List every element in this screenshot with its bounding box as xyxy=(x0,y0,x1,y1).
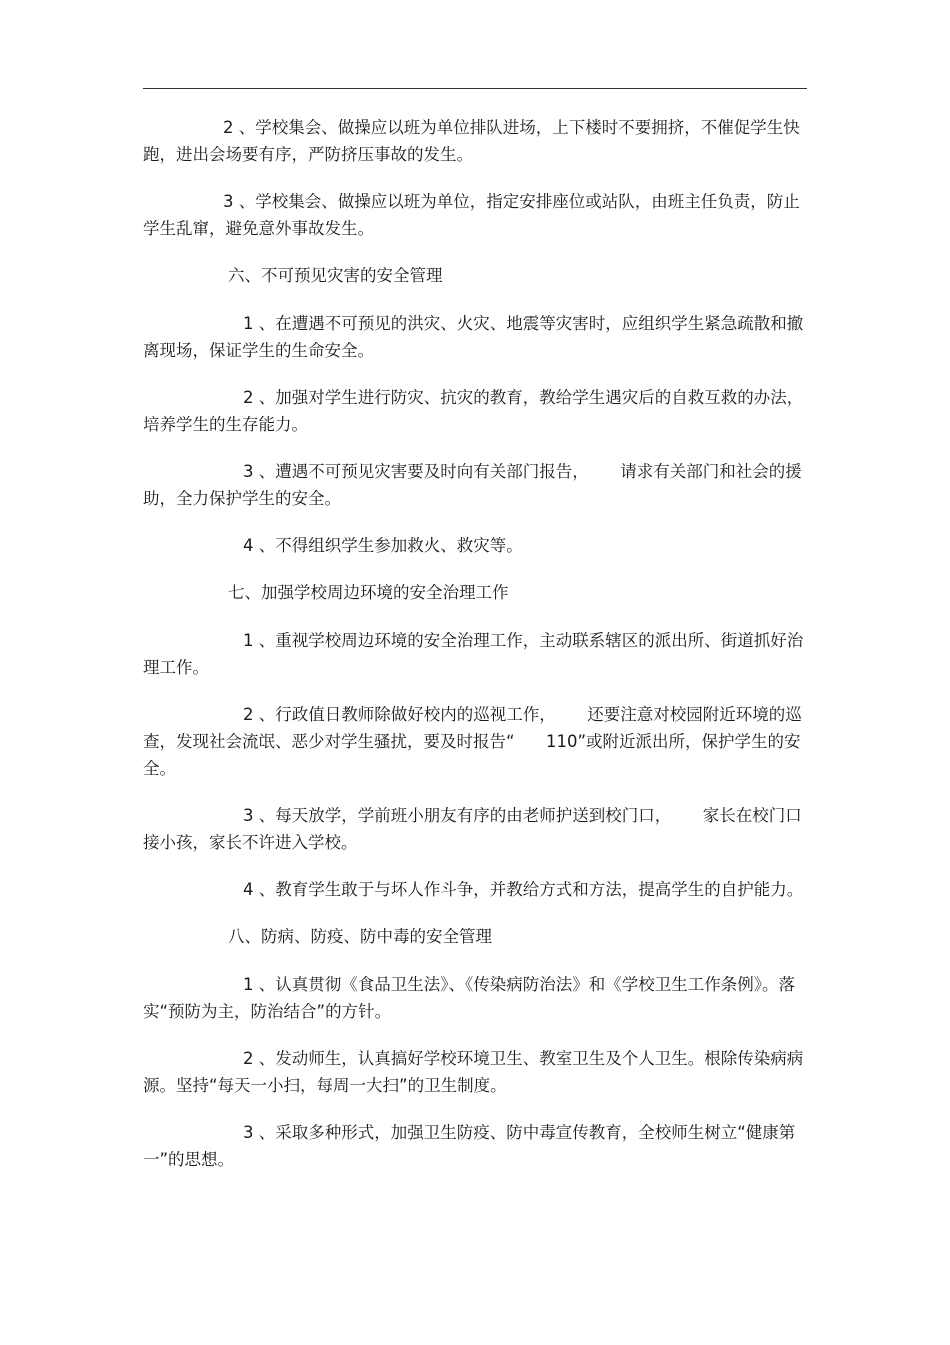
paragraph-surroundings-patrol: 2 、行政值日教师除做好校内的巡视工作， 还要注意对校园附近环境的巡查，发现社会流氓、恶少对学生骚扰，要及时报告“ 110”或附近派出所，保护学生的安全。 xyxy=(143,705,802,778)
paragraph-surroundings-governance: 1 、重视学校周边环境的安全治理工作，主动联系辖区的派出所、街道抓好治理工作。 xyxy=(143,631,804,677)
paragraph-disease-hygiene: 2 、发动师生，认真搞好学校环境卫生、教室卫生及个人卫生。根除传染病病源。坚持“每天一小扫，每周一大扫”的卫生制度。 xyxy=(143,1049,804,1095)
paragraph-assembly-queue: 2 、学校集会、做操应以班为单位排队进场，上下楼时不要拥挤，不催促学生快跑，进出会场要有序，严防挤压事故的发生。 xyxy=(143,118,800,164)
paragraph-disaster-evacuation: 1 、在遭遇不可预见的洪灾、火灾、地震等灾害时，应组织学生紧急疏散和撤离现场，保证学生的生命安全。 xyxy=(143,314,804,360)
paragraph-disease-education: 3 、采取多种形式，加强卫生防疫、防中毒宣传教育，全校师生树立“健康第一”的思想。 xyxy=(143,1123,796,1169)
document-body xyxy=(143,114,807,1193)
section-heading-disaster: 六、不可预见灾害的安全管理 xyxy=(228,266,443,285)
paragraph-surroundings-dismissal: 3 、每天放学，学前班小朋友有序的由老师护送到校门口， 家长在校门口接小孩，家长不许进入学校。 xyxy=(143,806,802,852)
section-heading-disease: 八、防病、防疫、防中毒的安全管理 xyxy=(228,927,492,946)
section-heading-surroundings: 七、加强学校周边环境的安全治理工作 xyxy=(228,583,509,602)
paragraph-surroundings-self-protection: 4 、教育学生敢于与坏人作斗争，并教给方式和方法，提高学生的自护能力。 xyxy=(243,880,804,899)
paragraph-assembly-seating: 3 、学校集会、做操应以班为单位，指定安排座位或站队，由班主任负责，防止学生乱窜，避免意外事故发生。 xyxy=(143,192,800,238)
paragraph-disaster-education: 2 、加强对学生进行防灾、抗灾的教育，教给学生遇灾后的自救互救的办法，培养学生的生存能力。 xyxy=(143,388,804,434)
header-rule xyxy=(143,88,807,89)
paragraph-disease-laws: 1 、认真贯彻《食品卫生法》、《传染病防治法》和《学校卫生工作条例》。落实“预防为主，防治结合”的方针。 xyxy=(143,975,795,1021)
paragraph-disaster-no-rescue: 4 、不得组织学生参加救火、救灾等。 xyxy=(243,536,523,555)
paragraph-disaster-report: 3 、遭遇不可预见灾害要及时向有关部门报告， 请求有关部门和社会的援助，全力保护学生的安全。 xyxy=(143,462,802,508)
